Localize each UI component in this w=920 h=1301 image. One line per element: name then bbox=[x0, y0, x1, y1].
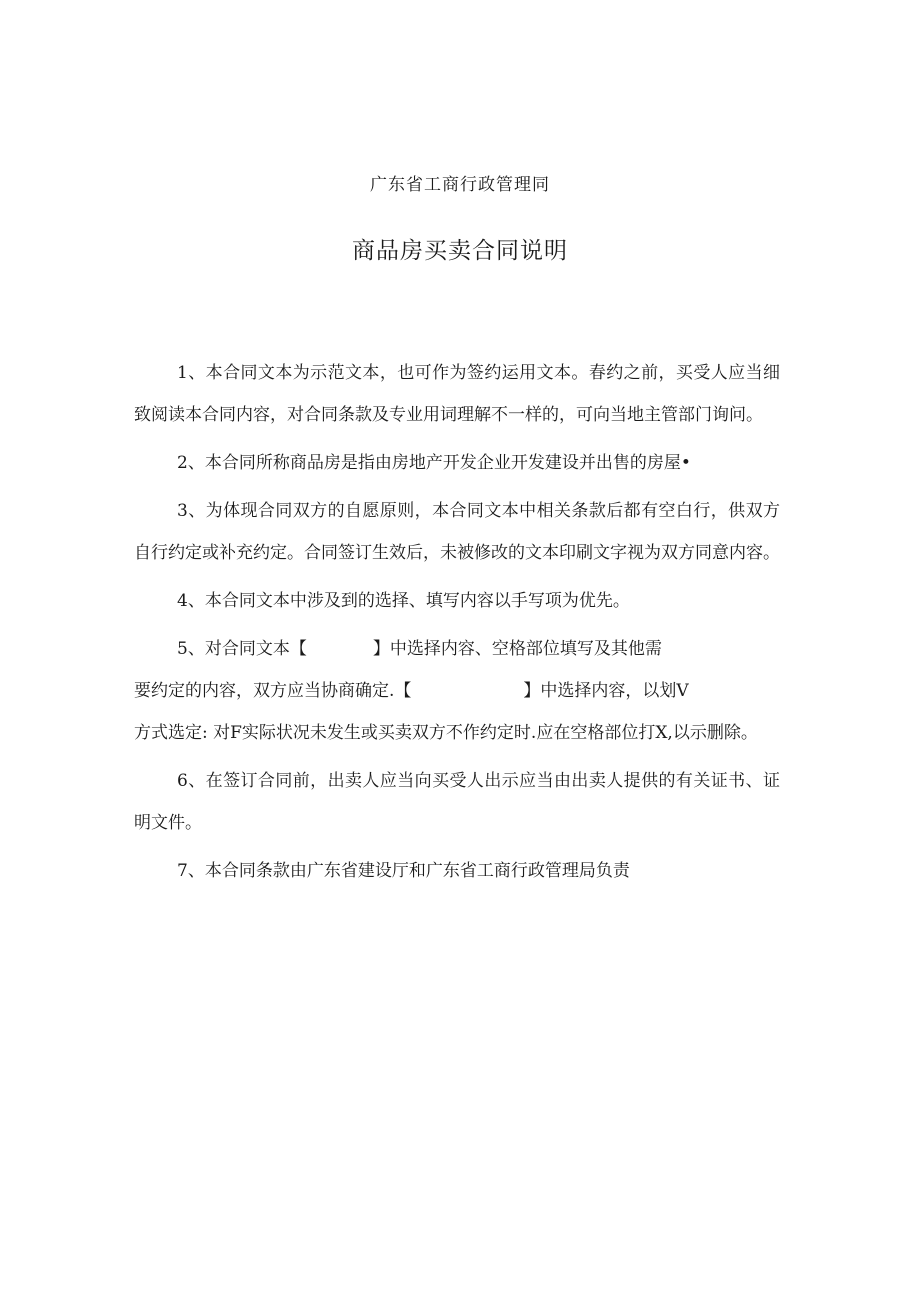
paragraph-5-line-1 bbox=[134, 628, 780, 670]
paragraph-5-text-c: 要约定的内容，双方应当协商确定.【 bbox=[134, 681, 412, 701]
paragraph-1: 1、本合同文本为示范文本，也可作为签约运用文本。春约之前，买受人应当细致阅读本合同内容，对合同条款及专业用词理解不一样的，可向当地主管部门询问。 bbox=[134, 363, 780, 425]
document-body bbox=[134, 352, 780, 892]
paragraph-5-text-a: 5、对合同文本【 bbox=[177, 639, 307, 659]
paragraph-2: 2、本合同所称商品房是指由房地产开发企业开发建设并出售的房屋• bbox=[177, 453, 691, 473]
paragraph-5-line-3: 方式选定: 对F实际状况未发生或买卖双方不作约定时.应在空格部位打X,以示删除。 bbox=[134, 723, 758, 743]
paragraph-5-line-2 bbox=[134, 670, 780, 712]
paragraph-7: 7、本合同条款由广东省建设厅和广东省工商行政管理局负责 bbox=[177, 861, 630, 881]
paragraph-5-text-d: 】中选择内容，以划V bbox=[523, 681, 689, 701]
paragraph-5-text-b: 】中选择内容、空格部位填写及其他需 bbox=[372, 639, 662, 659]
issuing-authority: 广东省工商行政管理同 bbox=[370, 175, 550, 195]
document-title: 商品房买卖合同说明 bbox=[352, 238, 568, 264]
paragraph-4: 4、本合同文本中涉及到的选择、填写内容以手写项为优先。 bbox=[177, 591, 630, 611]
paragraph-6: 6、在签订合同前，出卖人应当向买受人出示应当由出卖人提供的有关证书、证明文件。 bbox=[134, 771, 780, 833]
paragraph-3: 3、为体现合同双方的自愿原则，本合同文本中相关条款后都有空白行，供双方自行约定或补充约定。合同签订生效后，未被修改的文本印刷文字视为双方同意内容。 bbox=[134, 501, 780, 563]
